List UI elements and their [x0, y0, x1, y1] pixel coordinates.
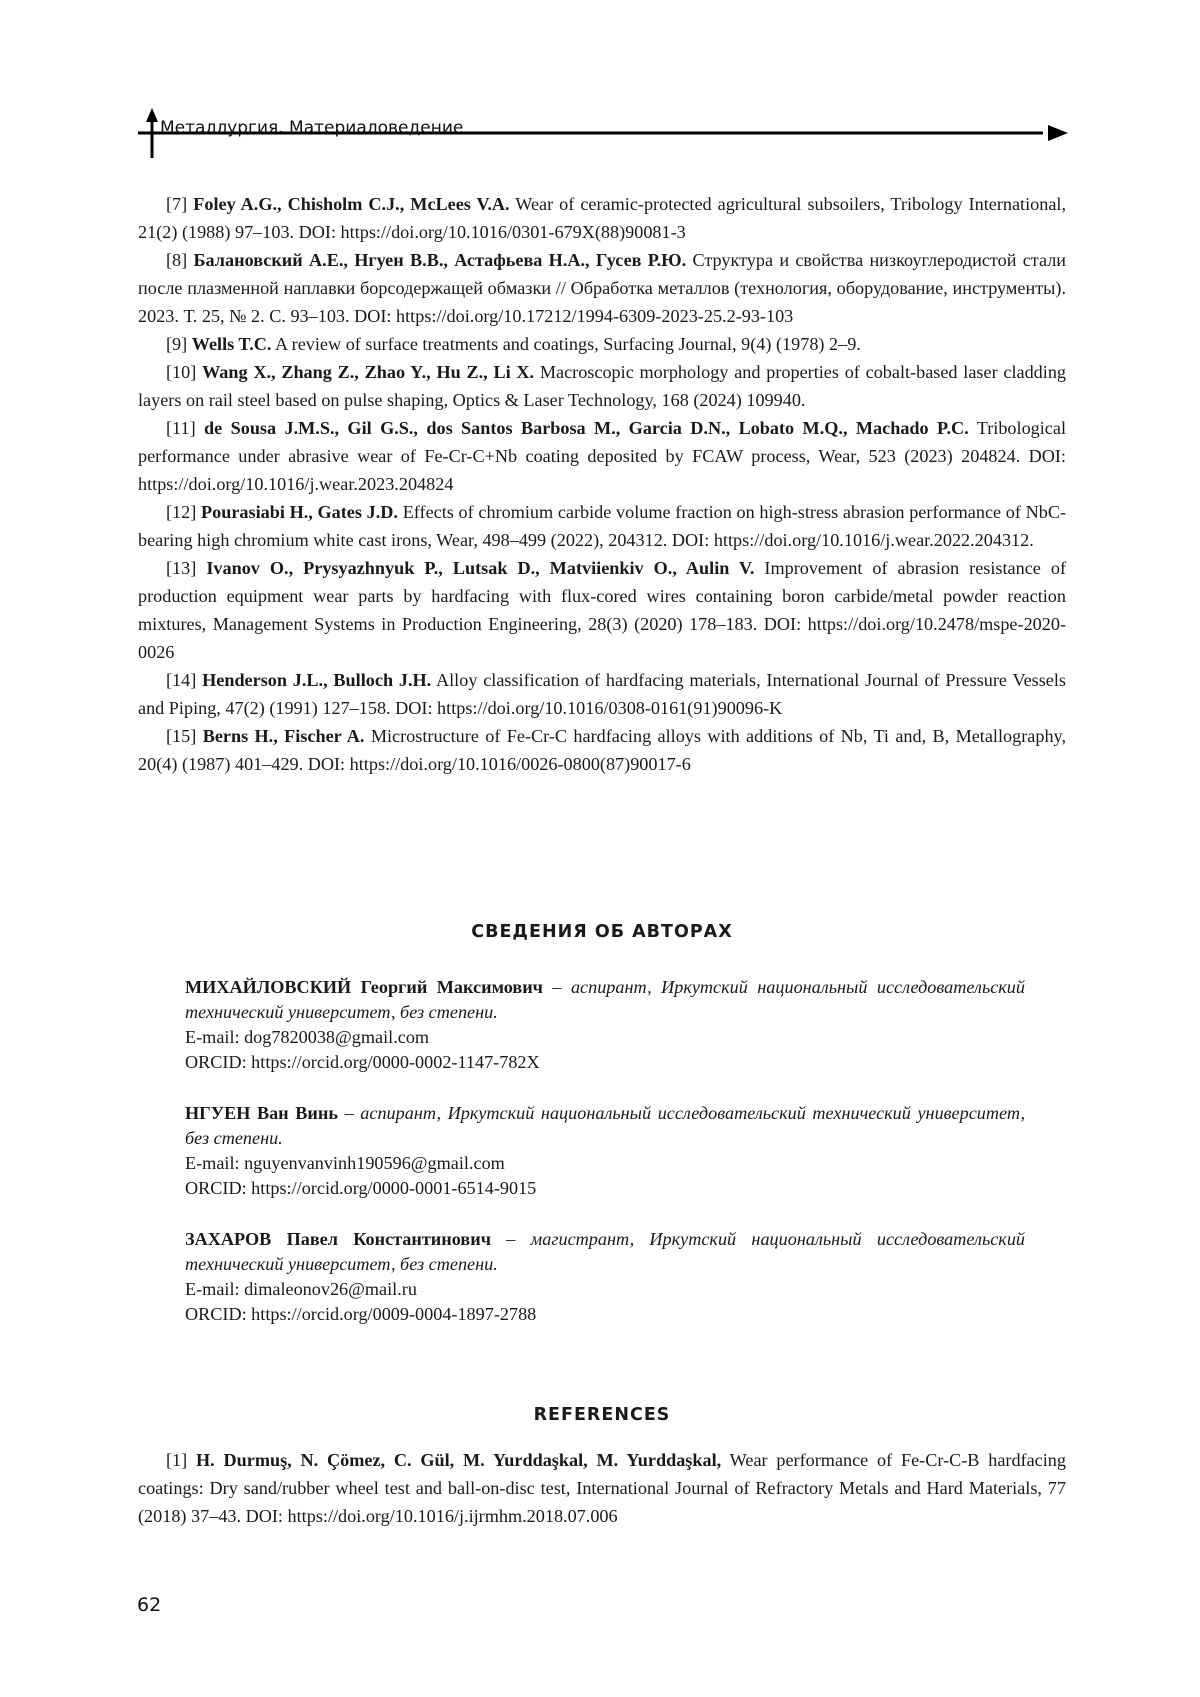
author-entry: [185, 975, 1025, 1075]
author-entry: [185, 1227, 1025, 1327]
author-description: – аспирант, Иркутский национальный исследовательский технический университет, без степени.: [185, 1103, 1025, 1148]
reference-item: [10] Wang X., Zhang Z., Zhao Y., Hu Z., Li X. Macroscopic morphology and properties of cobalt-based laser cladding layers on rail steel based on pulse shaping, Optics & Laser Technology, 168 (2024) 109940.: [138, 362, 1067, 410]
authors-section-heading: СВЕДЕНИЯ ОБ АВТОРАХ: [471, 922, 733, 942]
author-orcid: ORCID: https://orcid.org/0009-0004-1897-2788: [185, 1304, 537, 1324]
author-description: – магистрант, Иркутский национальный исследовательский технический университет, без степени.: [185, 1229, 1026, 1274]
authors-list: [185, 975, 1025, 1353]
header-title: Металлургия. Материаловедение: [160, 118, 464, 138]
reference-item: [7] Foley A.G., Chisholm C.J., McLees V.A. Wear of ceramic-protected agricultural subsoilers, Tribology International, 21(2) (1988) 97–103. DOI: https://doi.org/10.1016/0301-679X(88)90081-3: [138, 194, 1067, 242]
author-orcid: ORCID: https://orcid.org/0000-0002-1147-782X: [185, 1052, 540, 1072]
reference-item: [12] Pourasiabi H., Gates J.D. Effects of chromium carbide volume fraction on high-stress abrasion performance of NbC-bearing high chromium white cast irons, Wear, 498–499 (2022), 204312. DOI: https://doi.org/10.1016/j.wear.2022.204312.: [138, 502, 1067, 550]
reference-item: [15] Berns H., Fischer A. Microstructure of Fe-Cr-C hardfacing alloys with additions of Nb, Ti and, B, Metallography, 20(4) (1987) 401–429. DOI: https://doi.org/10.1016/0026-0800(87)90017-6: [138, 726, 1067, 774]
reference-item: [13] Ivanov O., Prysyazhnyuk P., Lutsak D., Matviienkiv O., Aulin V. Improvement of abrasion resistance of production equipment wear parts by hardfacing with flux-cored wires containing boron carbide/metal powder reaction mixtures, Management Systems in Production Engineering, 28(3) (2020) 178–183. DOI: https://doi.org/10.2478/mspe-2020-0026: [138, 558, 1067, 662]
reference-item: [9] Wells T.C. A review of surface treatments and coatings, Surfacing Journal, 9(4) (1978) 2–9.: [166, 334, 861, 354]
reference-item: [1] H. Durmuş, N. Çömez, C. Gül, M. Yurddaşkal, M. Yurddaşkal, Wear performance of Fe-Cr-C-B hardfacing coatings: Dry sand/rubber wheel test and ball-on-disc test, International Journal of Refractory Metals and Hard Materials, 77 (2018) 37–43. DOI: https://doi.org/10.1016/j.ijrmhm.2018.07.006: [138, 1450, 1066, 1526]
reference-item: [11] de Sousa J.M.S., Gil G.S., dos Santos Barbosa M., Garcia D.N., Lobato M.Q., Machado P.C. Tribological performance under abrasive wear of Fe-Cr-C+Nb coating deposited by FCAW process, Wear, 523 (2023) 204824. DOI: https://doi.org/10.1016/j.wear.2023.204824: [138, 418, 1067, 494]
running-header: [138, 108, 1068, 178]
author-orcid: ORCID: https://orcid.org/0000-0001-6514-9015: [185, 1178, 537, 1198]
references-en-list: [138, 1446, 1066, 1530]
author-name: МИХАЙЛОВСКИЙ Георгий Максимович: [185, 977, 543, 997]
references-section-heading: REFERENCES: [533, 1405, 671, 1425]
reference-item: [8] Балановский А.Е., Нгуен В.В., Астафьева Н.А., Гусев Р.Ю. Структура и свойства низкоуглеродистой стали после плазменной наплавки борсодержащей обмазки // Обработка металлов (технология, оборудование, инструменты). 2023. Т. 25, № 2. С. 93–103. DOI: https://doi.org/10.17212/1994-6309-2023-25.2-93-103: [138, 250, 1067, 326]
page-number: 62: [137, 1594, 162, 1616]
author-description: – аспирант, Иркутский национальный исследовательский технический университет, без степени.: [185, 977, 1025, 1022]
author-name: НГУЕН Ван Винь: [185, 1103, 338, 1123]
author-email: E-mail: dog7820038@gmail.com: [185, 1027, 430, 1047]
author-entry: [185, 1101, 1025, 1201]
references-ru-list: [138, 190, 1066, 778]
author-email: E-mail: nguyenvanvinh190596@gmail.com: [185, 1153, 505, 1173]
author-email: E-mail: dimaleonov26@mail.ru: [185, 1279, 417, 1299]
author-name: ЗАХАРОВ Павел Константинович: [185, 1229, 491, 1249]
reference-item: [14] Henderson J.L., Bulloch J.H. Alloy classification of hardfacing materials, International Journal of Pressure Vessels and Piping, 47(2) (1991) 127–158. DOI: https://doi.org/10.1016/0308-0161(91)90096-K: [138, 670, 1067, 718]
